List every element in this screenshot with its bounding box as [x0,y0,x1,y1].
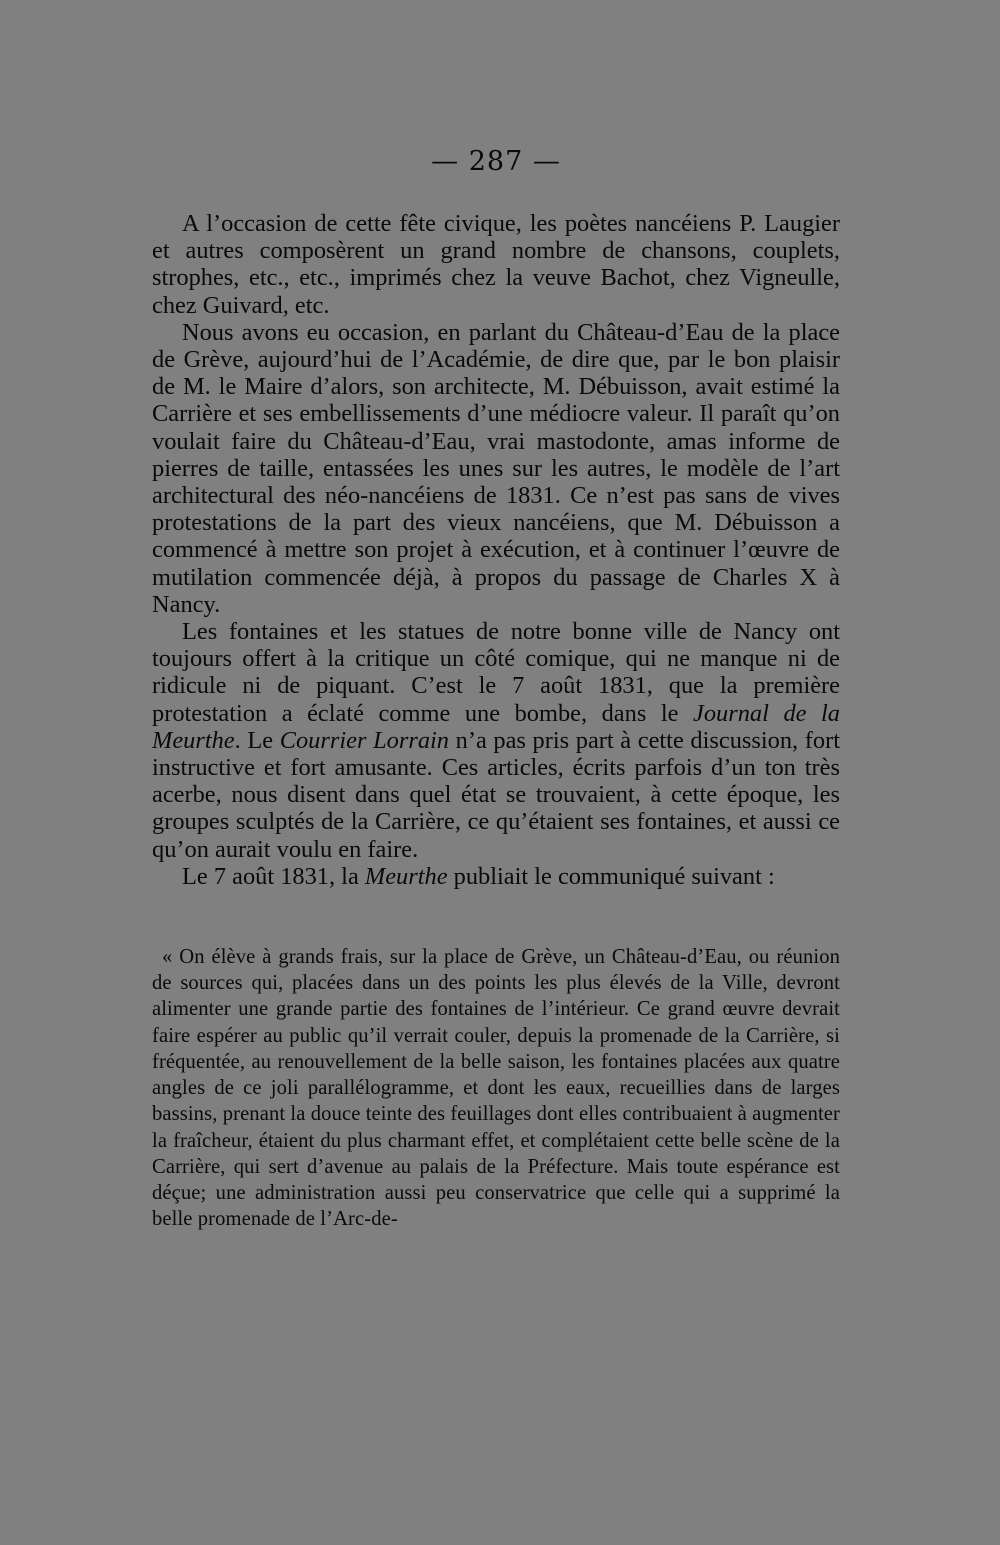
paragraph-communique [152,863,840,890]
paragraph-text: Les fontaines et les statues de notre bonne ville de Nancy ont toujours offert à la critique un côté comique, qui ne manque ni de ridicule ni de piquant. C’est le 7 août 1831, que la première protestation a éclaté comme une bombe, dans le [152,618,840,727]
paragraph-text: publiait le communiqué suivant : [447,862,775,890]
quoted-communique: « On élève à grands frais, sur la place de Grève, un Château-d’Eau, ou réunion de sources qui, placées dans un des points les plus élevés de la Ville, devront alimenter une grande partie des fontaines de l’intérieur. Ce grand œuvre devrait faire espérer au public qu’il verrait couler, depuis la promenade de la Carrière, si fréquentée, au renouvellement de la belle saison, les fontaines placées aux quatre angles de ce joli parallélogramme, et dont les eaux, recueillies dans de larges bassins, prenant la douce teinte des feuillages dont elles contribuaient à augmenter la fraîcheur, étaient du plus charmant effet, et complétaient cette belle scène de la Carrière, qui sert d’avenue au palais de la Préfecture. Mais toute espérance est déçue; une administration aussi peu conservatrice que celle qui a supprimé la belle promenade de l’Arc-de- [152,946,840,1231]
journal-title: Meurthe [364,862,448,890]
paragraph-text: n’a pas pris part à cette discussion, fort instructive et fort amusante. Ces articles, écrits parfois d’un ton très acerbe, nous disent dans quel état se trouvaient, à cette époque, les groupes sculptés de la Carrière, ce qu’étaient ses fontaines, et aussi ce qu’on aurait voulu en faire. [152,726,840,863]
page-number: — 287 — [431,146,561,177]
paragraph-text: . Le [234,726,280,754]
paragraph-fete-civique: A l’occasion de cette fête civique, les poètes nancéiens P. Laugier et autres composèrent un grand nombre de chansons, couplets, strophes, etc., etc., imprimés chez la veuve Bachot, chez Vigneulle, chez Guivard, etc. [152,210,840,319]
paragraph-chateau-deau: Nous avons eu occasion, en parlant du Château-d’Eau de la place de Grève, aujourd’hui de l’Académie, de dire que, par le bon plaisir de M. le Maire d’alors, son architecte, M. Débuisson, avait estimé la Carrière et ses embellissements d’une médiocre valeur. Il paraît qu’on voulait faire du Château-d’Eau, vrai mastodonte, amas informe de pierres de taille, entassées les unes sur les autres, le modèle de l’art architectural des néo-nancéiens de 1831. Ce n’est pas sans de vives protestations de la part des vieux nancéiens, que M. Débuisson a commencé à mettre son projet à exécution, et à continuer l’œuvre de mutilation commencée déjà, à propos du passage de Charles X à Nancy. [152,318,840,618]
book-page [152,140,840,1232]
journal-title: Journal de la Meurthe [152,699,840,754]
journal-title: Courrier Lorrain [279,726,449,754]
section-spacer [152,890,840,944]
paragraph-fontaines-statues [152,618,840,863]
paragraph-text: Le 7 août 1831, la [182,862,365,890]
